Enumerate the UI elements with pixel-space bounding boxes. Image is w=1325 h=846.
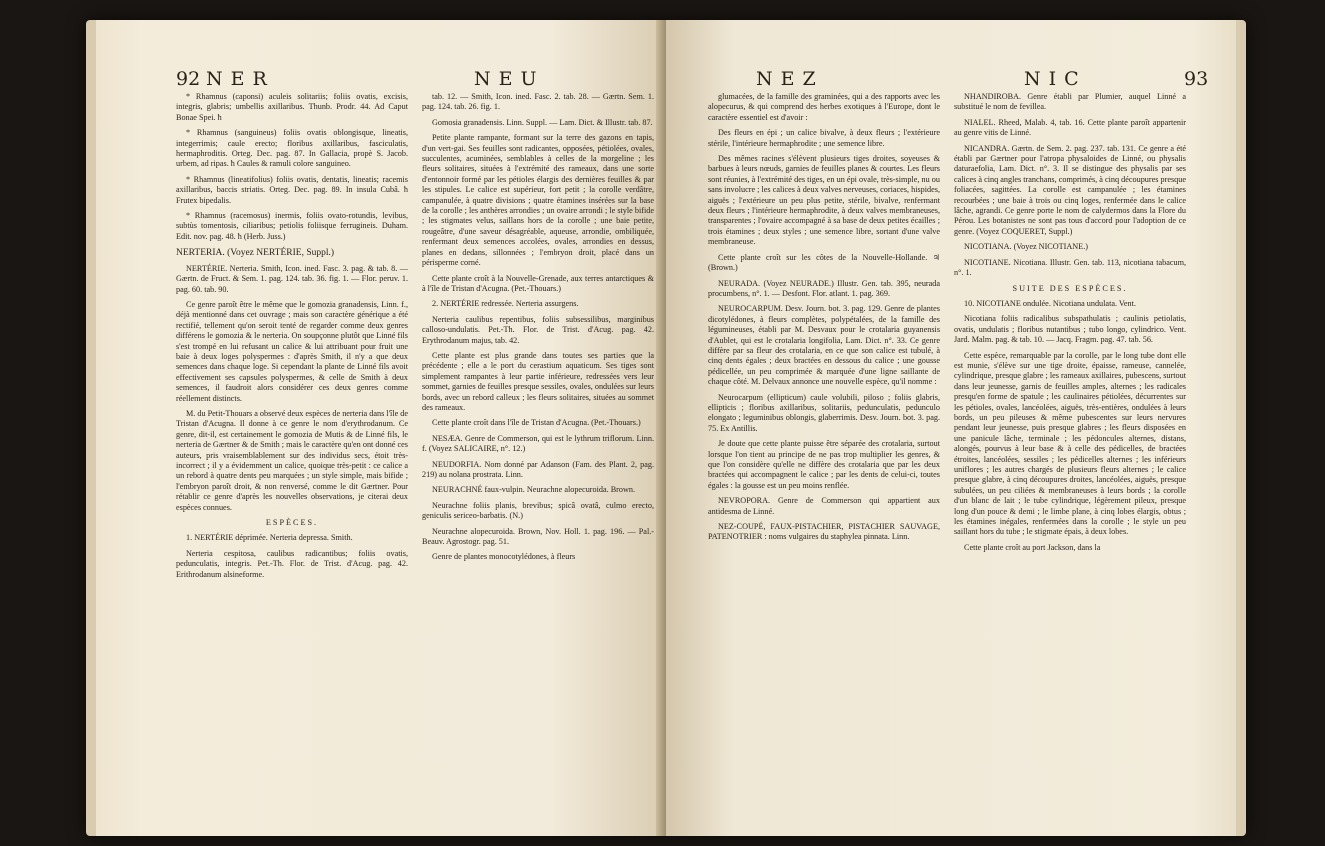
right-page [666,20,1236,836]
paragraph: NEVROPORA. Genre de Commerson qui appartient aux antidesma de Linné. [708,496,940,516]
paragraph: ESPÈCES. [265,518,319,528]
right-column-2 [954,92,1186,558]
paragraph: NICOTIANA. (Voyez NICOTIANE.) [964,242,1088,252]
left-column-2 [422,92,654,568]
paragraph: NIALEL. Rheed, Malab. 4, tab. 16. Cette plante paroît appartenir au genre vitis de Linné. [954,117,1186,138]
paragraph: Cette plante est plus grande dans toutes ses parties que la précédente ; elle a le port du cerastium aquaticum. Ses tiges sont simplement rampantes à leur partie inférieure, redressées vers leur sommet, garnies de feuilles presque sessiles, ovales, ondulées sur leurs bords, avec un rebord calleux ; les fleurs solitaires, situées au sommet des rameaux. [422,350,654,412]
paragraph: glumacées, de la famille des graminées, qui a des rapports avec les alopecurus, & qui comprend des herbes exotiques à l'Europe, dont le caractère essentiel est d'avoir : [708,92,940,122]
paragraph: * Rhamnus (sanguineus) foliis ovatis oblongisque, lineatis, integerrimis; caule erecto; floribus axillaribus, fasciculatis, hermaphroditis. Orteg. Dec. pag. 87. In Gallacia, propè S. Jacob. urbem, ad ripas. ħ Caules & ramuli colore sanguineo. [176,128,408,169]
paragraph: NHANDIROBA. Genre établi par Plumier, auquel Linné a substitué le nom de fevillea. [954,92,1186,112]
paragraph: NEZ-COUPÉ, FAUX-PISTACHIER, PISTACHIER SAUVAGE, PATENOTRIER : noms vulgaires du staphylea pinnata. Linn. [708,522,940,542]
page-number-left: 92 [176,68,201,90]
left-column-1 [176,92,408,585]
running-header-left-1: NER [206,68,275,90]
paragraph: tab. 12. — Smith, Icon. ined. Fasc. 2. tab. 28. — Gærtn. Sem. 1. pag. 124. tab. 26. fig. 1. [422,92,654,112]
paragraph: NEUROCARPUM. Desv. Journ. bot. 3. pag. 129. Genre de plantes dicotylédones, à fleurs complètes, polypétalées, de la famille des légumineuses, établi par M. Desvaux pour le crotalaria guyanensis d'Aublet, qui est le crotalaria longifolia, Lam. Dict. n°. 33. Ce genre diffère par sa fleur des crotalaria, en ce que son calice est tubulé, à cinq dents égales ; deux bractées en dessous du calice ; une gousse pédicellée, un peu comprimée & marquée d'une ligne saillante de chaque côté. M. Delvaux annonce une nouvelle espèce, qu'il nomme : [708,304,940,387]
paragraph: Cette plante croît au port Jackson, dans la [964,542,1101,552]
paragraph: Nerteria caulibus repentibus, foliis subsessilibus, marginibus calloso-undulatis. Pet.-Th. Flor. de Trist. d'Acug. pag. 42. Erythrodanum majus, tab. 42. [422,314,654,345]
paragraph: NEUDORFIA. Nom donné par Adanson (Fam. des Plant. 2, pag. 219) au nolana prostrata. Linn. [422,459,654,479]
right-column-1 [708,92,940,548]
paragraph: Nicotiana foliis radicalibus subspathulatis ; caulinis petiolatis, ovatis, undulatis ; floribus nutantibus ; tubo longo, cylindrico. Vent. Jard. Malm. pag. & tab. 10. — Jacq. Fragm. pag. 47. tab. 56. [954,314,1186,345]
paragraph: Cette plante croît dans l'île de Tristan d'Acugna. (Pet.-Thouars.) [432,418,641,428]
paragraph: Des mêmes racines s'élèvent plusieurs tiges droites, soyeuses & barbues à leurs nœuds, garnies de feuilles planes & courtes. Les fleurs sont réunies, à l'extrémité des tiges, en un épi ovale, très-simple, nu ou sans involucre ; les calices à deux valves nerveuses, coriaces, hispides, aiguës ; l'extérieure un peu plus petite, stérile, bivalve, renfermant deux fleurs ; l'intérieure hermaphrodite, à deux valves membraneuses, transparentes ; l'ovaire accompagné à sa base de deux petites écailles ; trois étamines ; deux styles ; une semence libre, sortant d'une valve membraneuse. [708,154,940,247]
paragraph: NESÆA. Genre de Commerson, qui est le lythrum triflorum. Linn. f. (Voyez SALICAIRE, n°. 12.) [422,433,654,454]
paragraph: Cette plante croît sur les côtes de la Nouvelle-Hollande. ♃ (Brown.) [708,252,940,273]
paragraph: * Rhamnus (caponsi) aculeis solitariis; foliis ovatis, excisis, integris, glabris; umbellis axillaribus. Thunb. Prodr. 44. Ad Caput Bonae Spei. ħ [176,92,408,122]
paragraph: 10. NICOTIANE ondulée. Nicotiana undulata. Vent. [964,298,1136,308]
paragraph: Cette plante croît à la Nouvelle-Grenade, aux terres antarctiques & à l'île de Tristan d'Acugna. (Pet.-Thouars.) [422,273,654,293]
paragraph: NERTERIA. (Voyez NERTÉRIE, Suppl.) [176,248,335,259]
paragraph: Je doute que cette plante puisse être séparée des crotalaria, surtout lorsque l'on tient au principe de ne pas trop multiplier les genres, & que l'on considère qu'elle ne diffère des crotalaria que par les deux bractées qui accompagnent le calice ; par les dents de celui-ci, toutes égales : la gousse est un peu moins renflée. [708,439,940,490]
running-header-left-2: NEU [474,68,545,90]
paragraph: NEURACHNÉ faux-vulpin. Neurachne alopecuroida. Brown. [432,485,636,495]
paragraph: NICOTIANE. Nicotiana. Illustr. Gen. tab. 113, nicotiana tabacum, n°. 1. [954,257,1186,278]
paragraph: Neurocarpum (ellipticum) caule volubili, piloso ; foliis glabris, ellipticis ; floribus axillaribus, solitariis, pedunculatis, pedunculo elongato ; leguminibus oblongis, glaberrimis. Desv. Journ. bot. 3. pag. 75. Ex Antillis. [708,392,940,433]
paragraph: Cette espèce, remarquable par la corolle, par le long tube dont elle est munie, s'élève sur une tige droite, épaisse, rameuse, cannelée, cylindrique, presque glabre ; les rameaux axillaires, pubescens, surtout dans leur jeunesse, garnis de feuilles amples, alternes ; les radicales presqu'en forme de spatule ; les caulinaires pétiolées, décurrentes sur les pétioles, ovales, lancéolées, aiguës, très-entières, ondulées à leurs bords, un peu pileuses & même pubescentes sur leurs nervures pendant leur jeunesse, puis presque glabres ; les fleurs disposées en une panicule lâche, terminale ; les pédoncules alternes, distans, alongés, pourvus à leur base & à celle des pédicelles, de bractées étroites, lancéolées, sessiles ; les pédicelles alternes ; les inférieurs uniflores ; les autres chargés de plusieurs fleurs alternes ; le calice presque glabre, à cinq découpures droites, lancéolées, aiguës, presque subulées, un peu ciliées & membraneuses à leurs bords ; la corolle d'un blanc de lait ; le tube cylindrique, légèrement pileux, presque long d'un pouce & demi ; le limbe plane, à cinq lobes élargis, obtus ; les étamines inégales, renfermées dans la corolle ; le style un peu saillant hors du tube ; le stigmate épais, à deux lobes. [954,350,1186,537]
paragraph: Nerteria cespitosa, caulibus radicantibus; foliis ovatis, pedunculatis, integris. Pet.-Th. Flor. de Trist. d'Acug. pag. 42. Erithrodanum alsineforme. [176,548,408,579]
open-book [86,20,1246,836]
paragraph: 1. NERTÉRIE déprimée. Nerteria depressa. Smith. [186,533,353,543]
paragraph: SUITE DES ESPÈCES. [1012,283,1128,293]
paragraph: 2. NERTÉRIE redressée. Nerteria assurgens. [432,299,579,309]
paragraph: NICANDRA. Gærtn. de Sem. 2. pag. 237. tab. 131. Ce genre a été établi par Gærtner pour l'atropa physaloides de Linné, ou physalis daturaefolia, Lam. Dict. n°. 3. Il se distingue des physalis par ses calices à cinq angles tranchans, comprimés, à cinq découpures presque foliacées, sagittées. La corolle est campanulée ; les étamines recourbées ; une baie à trois ou cinq loges, renfermée dans le calice lâche, agrandi. Ce genre porte le nom de calydermos dans la Flore du Pérou. Les botanistes ne sont pas tous d'accord pour l'adoption de ce genre. (Voyez COQUERET, Suppl.) [954,143,1186,236]
paragraph: Ce genre paroît être le même que le gomozia granadensis, Linn. f., déjà mentionné dans cet ouvrage ; mais son caractère générique a été rectifié, tellement qu'on seroit tenté de regarder comme deux genres différens le gomozia & le nerteria. On soupçonne plutôt que Linné fils s'est trompé en lui refusant un calice & lui attribuant pour fruit une baie à deux loges polyspermes : d'après Smith, il n'y a que deux semences dans chaque loge. Si cependant la plante de Linné fils avoit effectivement ses capsules polyspermes, & celle de Smith à deux semences, il faudroit alors considérer ces deux genres comme réellement distincts. [176,299,408,403]
paragraph: * Rhamnus (lineatifolius) foliis ovatis, dentatis, lineatis; racemis axillaribus, baccis striatis. Orteg. Dec. pag. 89. In insula Cubâ. ħ Frutex bipedalis. [176,174,408,205]
paragraph: Genre de plantes monocotylédones, à fleurs [432,552,576,562]
running-header-right-1: NEZ [756,68,824,90]
paragraph: Gomosia granadensis. Linn. Suppl. — Lam. Dict. & Illustr. tab. 87. [432,117,653,127]
paragraph: Petite plante rampante, formant sur la terre des gazons en tapis, d'un vert-gai. Ses feuilles sont radicantes, opposées, pétiolées, ovales, succulentes, acuminées, semblables à celles de la morgeline ; les fleurs solitaires, situées à l'extrémité des rameaux, dans une sorte d'entonnoir formé par les pétioles élargis des dernières feuilles & par les stipules. Le calice est supérieur, fort petit ; la corolle verdâtre, campanulée, à quatre divisions ; quatre étamines insérées sur la base de la corolle ; les anthères arrondies ; un ovaire arrondi ; le style bifide ; les stigmates velus, saillans hors de la corolle ; une baie petite, rougeâtre, d'une saveur désagréable, aqueuse, arrondie, ombiliquée, renfermant deux semences accolées, ovales, arrondies en dessus, planes en dedans, sillonnées ; l'embryon droit, placé dans un périsperme corné. [422,133,654,268]
paragraph: Neurachne alopecuroida. Brown, Nov. Holl. 1. pag. 196. — Pal.-Beauv. Agrostogr. pag. 51. [422,526,654,547]
page-number-right: 93 [1184,68,1209,90]
paragraph: NEURADA. (Voyez NEURADE.) Illustr. Gen. tab. 395, neurada procumbens, n°. 1. — Desfont. Flor. atlant. 1. pag. 369. [708,278,940,298]
paragraph: NERTÉRIE. Nerteria. Smith, Icon. ined. Fasc. 3. pag. & tab. 8. — Gærtn. de Fruct. & Sem. 1. pag. 124. tab. 36. fig. 1. — Flor. peruv. 1. pag. 60. tab. 90. [176,263,408,294]
paragraph: M. du Petit-Thouars a observé deux espèces de nerteria dans l'île de Tristan d'Acugna. Il donne à ce genre le nom d'erythrodanum. Ce genre, dit-il, est certainement le gomozia de Mutis & de Linné fils, le nerteria de Gærtner & de Smith ; mais le caractère qu'en ont donné ces auteurs, pris vraisemblablement sur des individus secs, étoit très-incorrect ; il y a évidemment un calice, quoique très-petit : ce calice a un rebord à quatre dents peu marquées ; un style simple, mais bifide ; l'embryon paroît droit, & non renversé, comme le dit Gærtner. Pour rétablir ce genre d'après les nouvelles observations, je citerai deux espèces connues. [176,408,409,512]
left-page [96,20,666,836]
paragraph: Des fleurs en épi ; un calice bivalve, à deux fleurs ; l'extérieure stérile, l'intérieure hermaphrodite ; une semence libre. [708,128,940,148]
paragraph: * Rhamnus (racemosus) inermis, foliis ovato-rotundis, levibus, subtùs tomentosis, ciliaribus; petiolis foliisque ferrugineis. Duham. Edit. nov. pag. 48. ħ (Herb. Juss.) [176,211,408,241]
paragraph: Neurachne foliis planis, brevibus; spicâ ovatâ, culmo erecto, geniculis sericeo-barbatis. (N.) [422,500,654,521]
running-header-right-2: NIC [1024,68,1087,90]
